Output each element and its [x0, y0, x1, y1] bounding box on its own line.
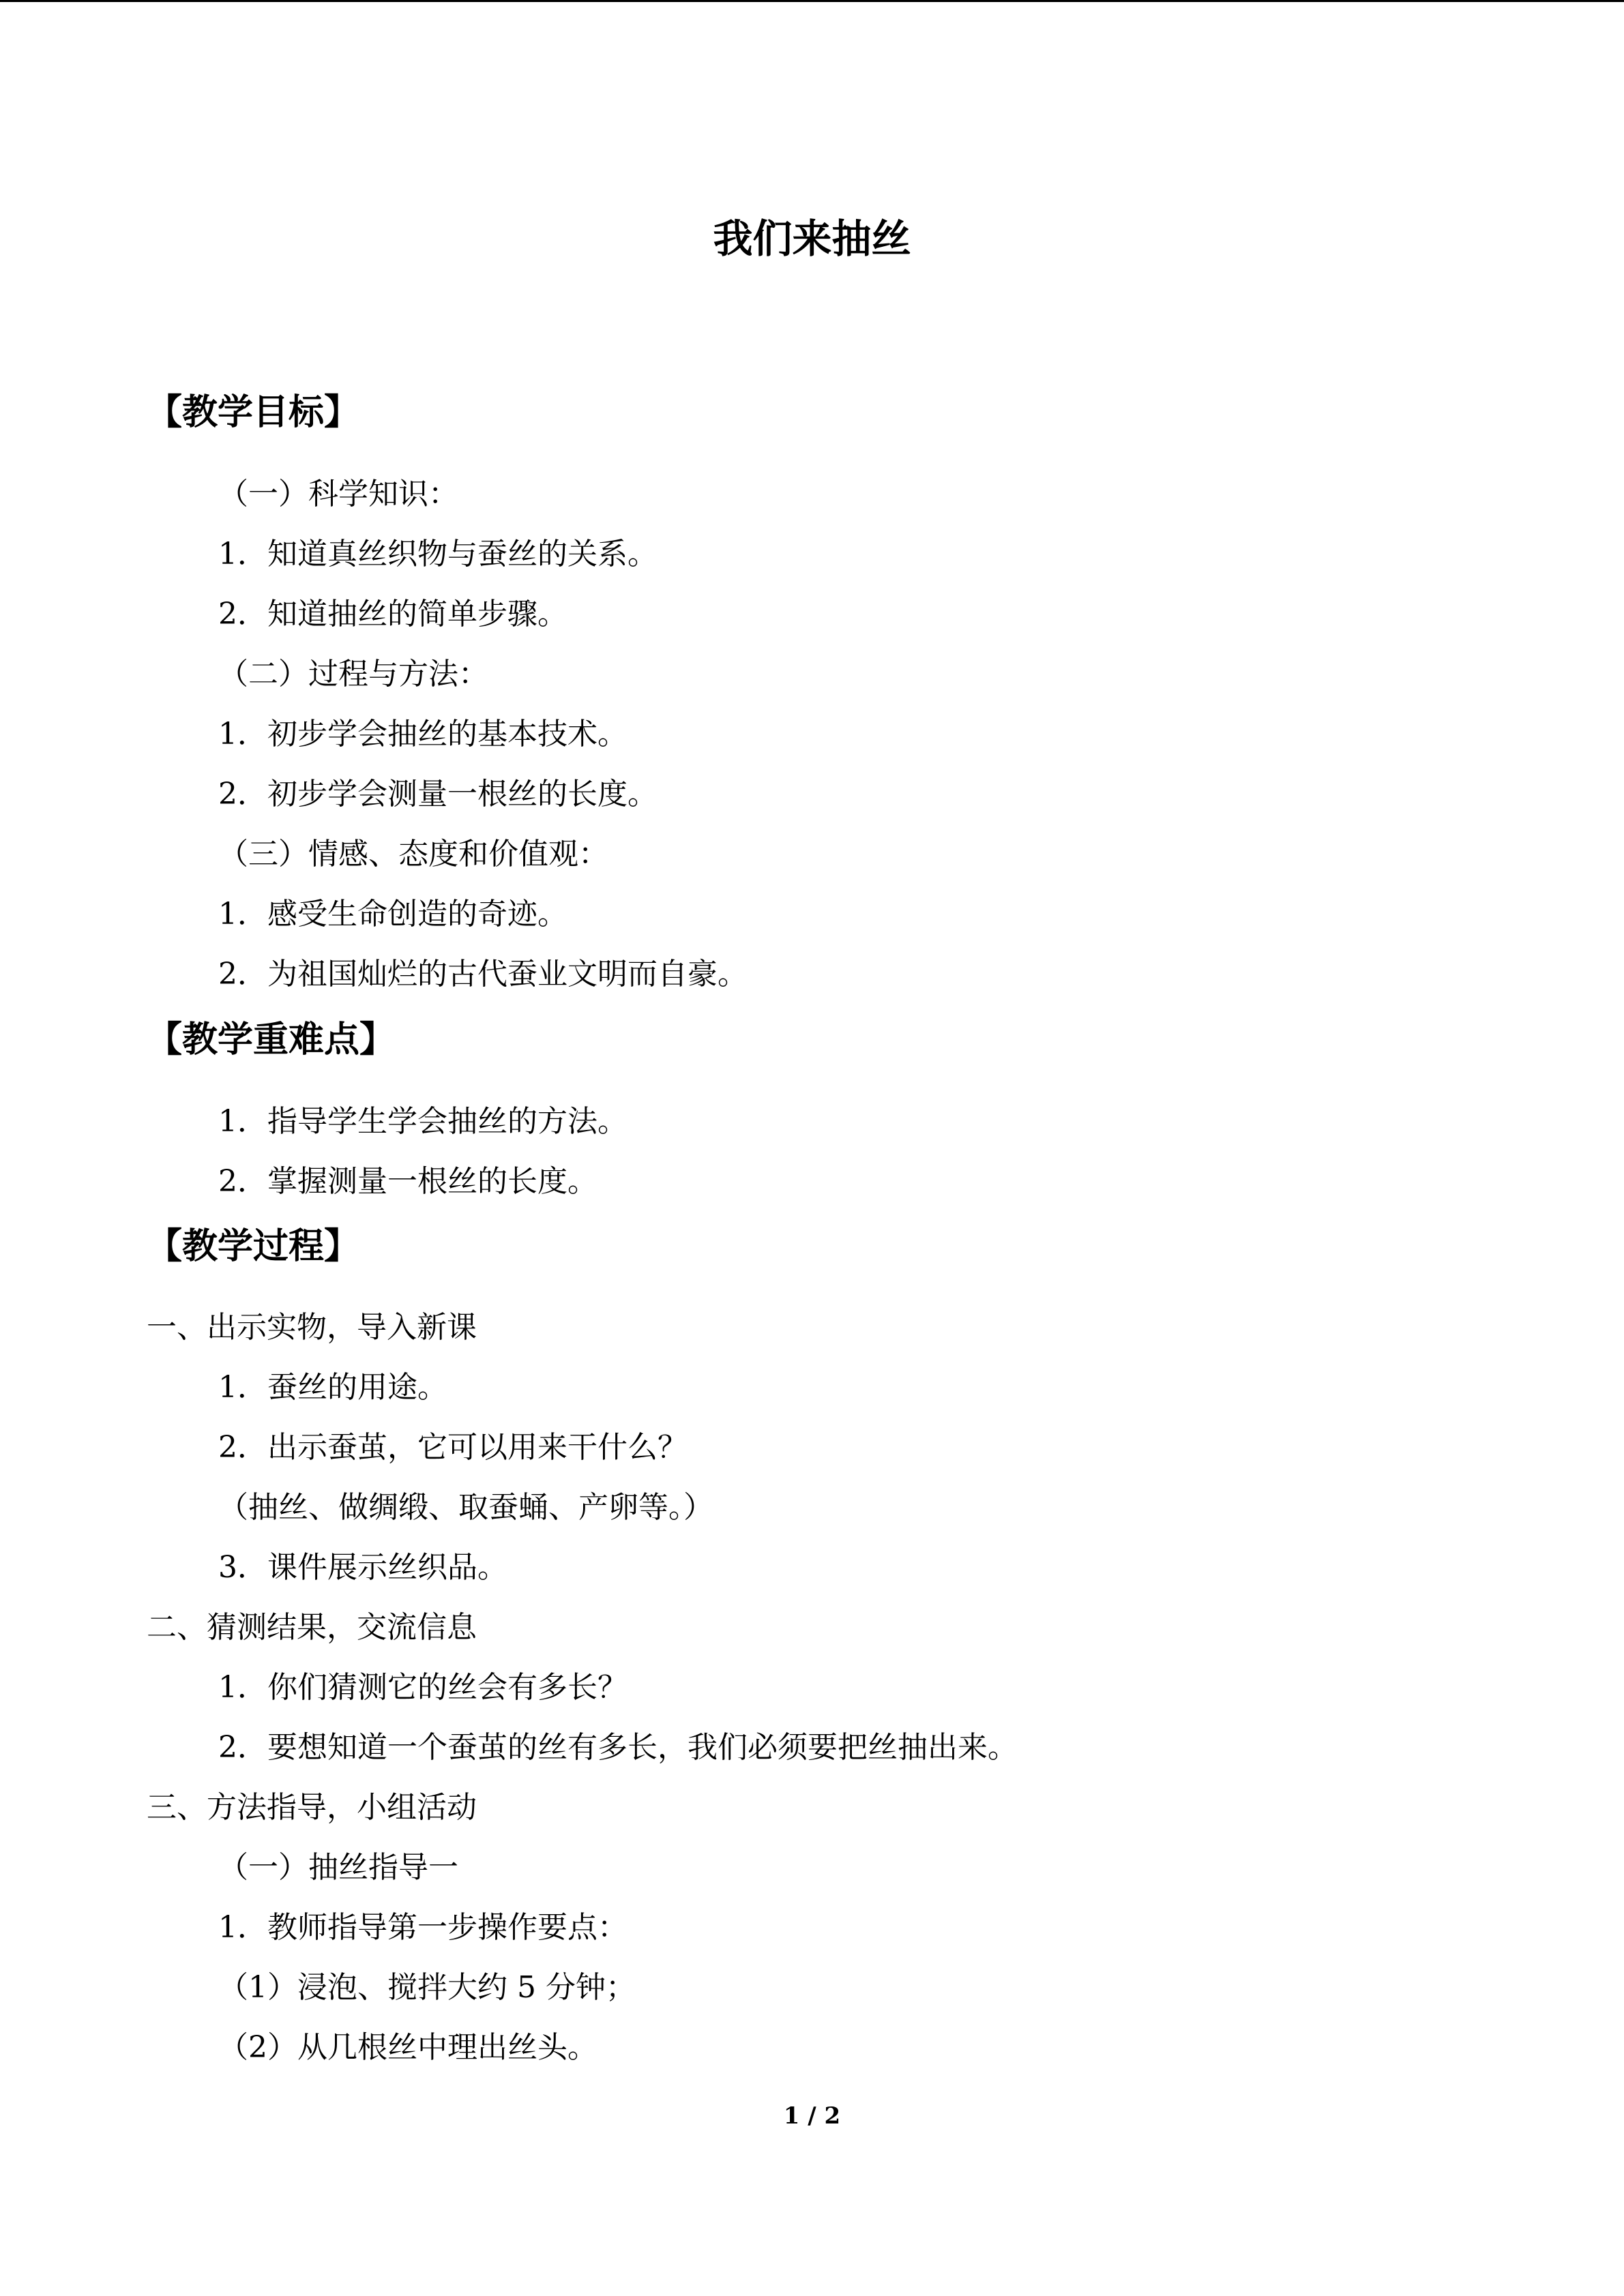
- process-line: （1）浸泡、搅拌大约 5 分钟；: [218, 1970, 636, 2005]
- process-line: 二、猜测结果，交流信息: [147, 1610, 477, 1645]
- process-line: 1．教师指导第一步操作要点：: [218, 1910, 628, 1945]
- objective-line: 2．知道抽丝的简单步骤。: [218, 597, 567, 631]
- objective-line: （三）情感、态度和价值观：: [218, 837, 608, 871]
- objective-line: 1．初步学会抽丝的基本技术。: [218, 717, 628, 751]
- objective-line: 1．感受生命创造的奇迹。: [218, 897, 567, 931]
- objective-line: 2．为祖国灿烂的古代蚕业文明而自豪。: [218, 957, 748, 992]
- process-line: 3．课件展示丝织品。: [218, 1550, 507, 1585]
- objective-line: （一）科学知识：: [218, 477, 458, 511]
- process-line: 1．你们猜测它的丝会有多长？: [218, 1670, 628, 1705]
- page-number: 1 / 2: [783, 2102, 841, 2130]
- process-line: 2．要想知道一个蚕茧的丝有多长，我们必须要把丝抽出来。: [218, 1730, 1018, 1765]
- section-heading-key-points: 【教学重难点】: [147, 1019, 396, 1060]
- page-top-border: [0, 0, 1624, 2]
- section-heading-process: 【教学过程】: [147, 1225, 360, 1267]
- section-heading-objectives: 【教学目标】: [147, 391, 360, 433]
- process-line: 2．出示蚕茧，它可以用来干什么？: [218, 1430, 688, 1465]
- process-line: （2）从几根丝中理出丝头。: [218, 2030, 597, 2065]
- key-point-line: 1．指导学生学会抽丝的方法。: [218, 1104, 628, 1139]
- process-line: 一、出示实物，导入新课: [147, 1310, 477, 1345]
- process-line: （抽丝、做绸缎、取蚕蛹、产卵等。）: [218, 1490, 713, 1525]
- process-line: 1．蚕丝的用途。: [218, 1370, 447, 1405]
- objective-line: 1．知道真丝织物与蚕丝的关系。: [218, 537, 658, 571]
- key-point-line: 2．掌握测量一根丝的长度。: [218, 1164, 597, 1199]
- objective-line: 2．初步学会测量一根丝的长度。: [218, 777, 658, 811]
- process-line: 三、方法指导，小组活动: [147, 1790, 477, 1825]
- document-title: 我们来抽丝: [713, 215, 911, 262]
- objective-line: （二）过程与方法：: [218, 657, 488, 691]
- process-line: （一）抽丝指导一: [218, 1850, 458, 1885]
